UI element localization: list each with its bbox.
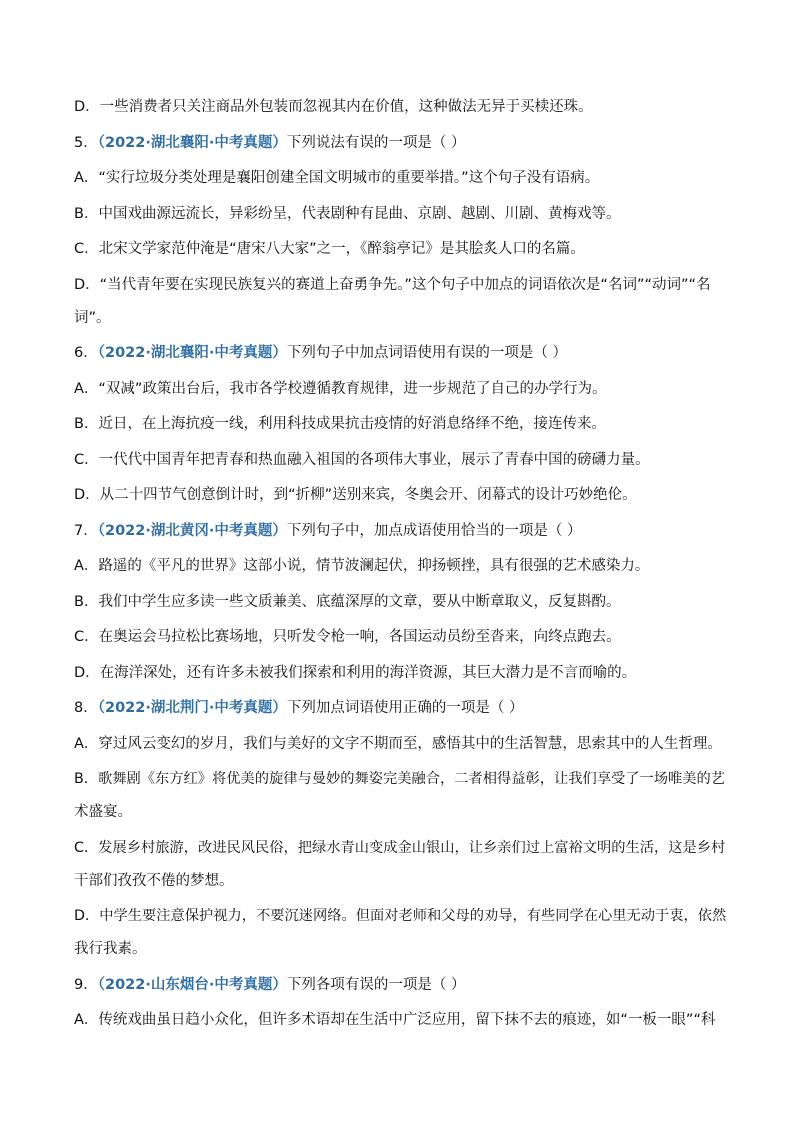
q8-option-b-line2: 术盛宴。 <box>74 804 132 820</box>
q5-stem <box>74 132 724 154</box>
q7-stem <box>74 520 724 542</box>
q8-source: （2022·湖北荆门·中考真题） <box>97 700 287 716</box>
q7-option-a: A．路遥的《平凡的世界》这部小说，情节波澜起伏，抑扬顿挫，具有很强的艺术感染力。 <box>74 558 650 574</box>
q6-source: （2022·湖北襄阳·中考真题） <box>97 345 287 361</box>
q6-question: 下列句子中加点词语使用有误的一项是（ ） <box>286 345 567 361</box>
q8-option-d-line2: 我行我素。 <box>74 941 147 957</box>
q8-option-c-line1: C．发展乡村旅游，改进民风民俗，把绿水青山变成金山银山，让乡亲们过上富裕文明的生活，这是乡村 <box>74 839 726 856</box>
q9-option-a-line1: A．传统戏曲虽日趋小众化，但许多术语却在生活中广泛应用，留下抹不去的痕迹，如“一板一眼”“科 <box>74 1012 716 1028</box>
q8-option-d-line1: D．中学生要注意保护视力，不要沉迷网络。但面对老师和父母的劝导，有些同学在心里无动于衷，依然 <box>74 908 727 924</box>
q6-stem <box>74 342 724 364</box>
q7-option-d: D．在海洋深处，还有许多未被我们探索和利用的海洋资源，其巨大潜力是不言而喻的。 <box>74 664 637 681</box>
q6-option-d: D．从二十四节气创意倒计时，到“折柳”送别来宾，冬奥会开、闭幕式的设计巧妙绝伦。 <box>74 487 637 503</box>
q8-option-c-line2: 干部们孜孜不倦的梦想。 <box>74 872 234 889</box>
q6-number: 6． <box>74 345 98 361</box>
q8-option-b-line1: B．歌舞剧《东方红》将优美的旋律与曼妙的舞姿完美融合，二者相得益彰，让我们享受了一场唯美的艺 <box>74 771 726 787</box>
q5-option-d-line2: 词”。 <box>74 309 111 326</box>
question-list <box>74 96 727 1031</box>
q7-number: 7． <box>74 522 98 539</box>
q5-option-d-line1: D．“当代青年要在实现民族复兴的赛道上奋勇争先。”这个句子中加点的词语依次是“名词”“动词”“名 <box>74 276 711 293</box>
q9-stem <box>74 974 724 996</box>
q7-option-c: C．在奥运会马拉松比赛场地，只听发令枪一响，各国运动员纷至沓来，向终点跑去。 <box>74 629 621 645</box>
q8-stem <box>74 697 724 719</box>
q7-source: （2022·湖北黄冈·中考真题） <box>97 522 287 539</box>
q9-question: 下列各项有误的一项是（ ） <box>286 976 466 993</box>
q7-option-b: B．我们中学生应多读一些文质兼美、底蕴深厚的文章，要从中断章取义，反复斟酌。 <box>74 593 621 610</box>
q9-source: （2022·山东烟台·中考真题） <box>97 976 287 993</box>
q4-option-d: D．一些消费者只关注商品外包装而忽视其内在价值，这种做法无异于买椟还珠。 <box>74 99 593 115</box>
q8-option-a: A．穿过风云变幻的岁月，我们与美好的文字不期而至，感悟其中的生活智慧，思索其中的人生哲理。 <box>74 735 722 752</box>
q8-question: 下列加点词语使用正确的一项是（ ） <box>286 700 524 716</box>
q5-option-a: A．“实行垃圾分类处理是襄阳创建全国文明城市的重要举措。”这个句子没有语病。 <box>74 170 600 186</box>
q5-option-b: B．中国戏曲源远流长，异彩纷呈，代表剧种有昆曲、京剧、越剧、川剧、黄梅戏等。 <box>74 205 621 222</box>
q8-number: 8． <box>74 700 98 716</box>
q5-number: 5． <box>74 134 98 151</box>
q6-option-b: B．近日，在上海抗疫一线，利用科技成果抗击疫情的好消息络绎不绝，接连传来。 <box>74 416 606 432</box>
q9-number: 9． <box>74 976 98 993</box>
q5-option-c: C．北宋文学家范仲淹是“唐宋八大家”之一，《醉翁亭记》是其脍炙人口的名篇。 <box>74 241 585 257</box>
q5-source: （2022·湖北襄阳·中考真题） <box>97 134 287 151</box>
q6-option-a: A．“双减”政策出台后，我市各学校遵循教育规律，进一步规范了自己的办学行为。 <box>74 380 607 397</box>
q5-question: 下列说法有误的一项是（ ） <box>286 134 466 151</box>
q7-question: 下列句子中，加点成语使用恰当的一项是（ ） <box>286 522 582 539</box>
q6-option-c: C．一代代中国青年把青春和热血融入祖国的各项伟大事业，展示了青春中国的磅礴力量。 <box>74 451 650 468</box>
